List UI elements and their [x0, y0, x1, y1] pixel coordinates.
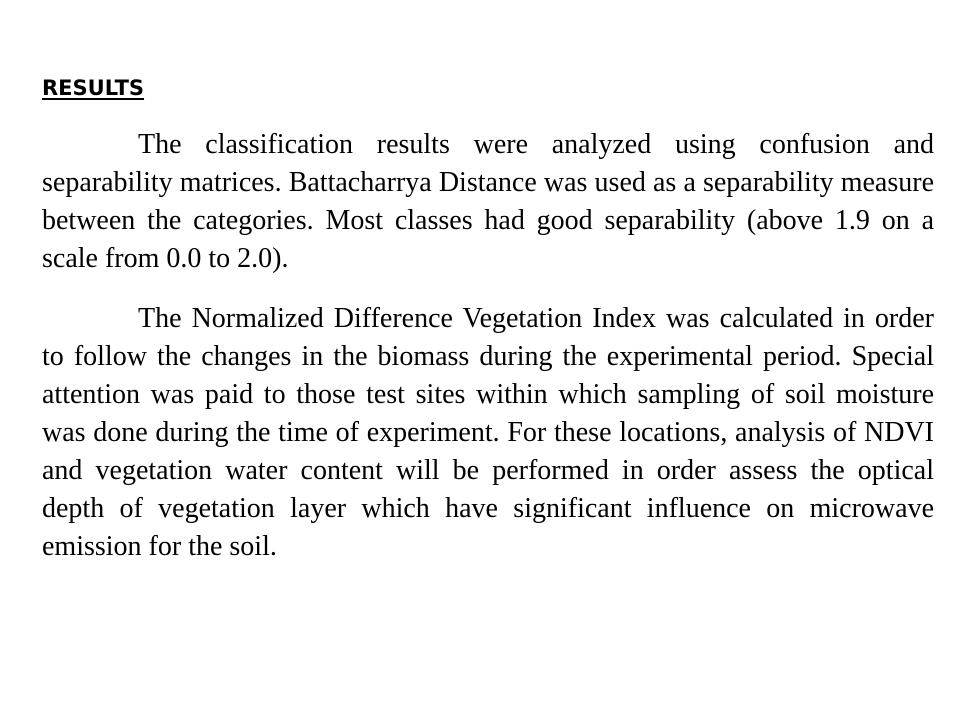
- results-paragraph-2: The Normalized Difference Vegetation Index was calculated in order to follow the changes in the biomass during the experimental period. Special attention was paid to those test sites within which sampling of soil moisture was done during the time of experiment. For these locations, analysis of NDVI and vegetation water content will be performed in order assess the optical depth of vegetation layer which have significant influence on microwave emission for the soil.: [42, 303, 934, 562]
- section-heading: RESULTS: [42, 76, 145, 100]
- results-paragraph-1: The classification results were analyzed using confusion and separability matrices. Battacharrya Distance was used as a separability measure between the categories. Most classes had good separability (above 1.9 on a scale from 0.0 to 2.0).: [42, 129, 934, 274]
